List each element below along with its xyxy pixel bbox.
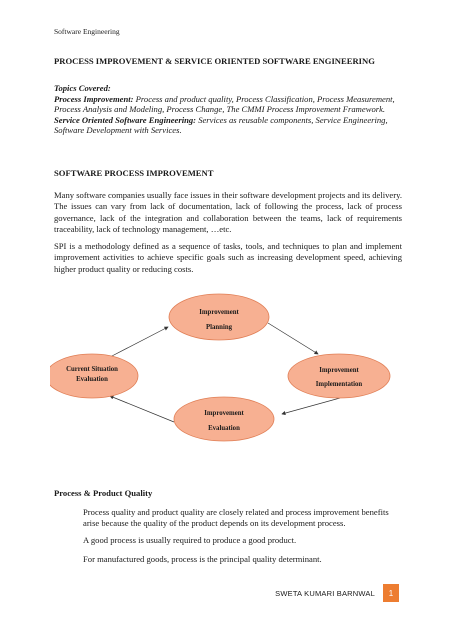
node-label: Planning <box>205 324 233 331</box>
topic-label: Process Improvement: <box>54 93 134 104</box>
node-label: Improvement <box>199 309 239 316</box>
arrow-current-to-planning <box>110 327 168 357</box>
topic-item <box>54 94 402 115</box>
node-label: Improvement <box>319 367 359 374</box>
node-improvement-evaluation <box>174 397 274 441</box>
arrow-planning-to-implementation <box>268 323 318 354</box>
arrow-evaluation-to-current <box>110 396 174 422</box>
running-header: Software Engineering <box>54 27 120 36</box>
node-improvement-planning <box>169 294 269 340</box>
topics-heading: Topics Covered: <box>54 83 111 93</box>
paragraph: Many software companies usually face issues in their software development projects and its delivery. The issues can vary from lack of documentation, lack of following the process, lack of process governance, lack of the integration and collaboration between the teams, lack of requirements traceability, lack of technology management, …etc. <box>54 190 402 235</box>
topic-text: Services as reusable components, Service Engineering, Software Development with Services. <box>54 114 388 136</box>
footer-author: SWETA KUMARI BARNWAL <box>275 589 375 598</box>
document-title: PROCESS IMPROVEMENT & SERVICE ORIENTED SOFTWARE ENGINEERING <box>54 56 375 66</box>
arrow-implementation-to-evaluation <box>282 398 340 414</box>
node-label: Evaluation <box>208 425 240 432</box>
node-label: Implementation <box>315 381 363 388</box>
node-current-situation <box>50 354 138 398</box>
paragraph: For manufactured goods, process is the principal quality determinant. <box>83 554 322 564</box>
page-number: 1 <box>383 584 399 602</box>
topics-covered <box>54 83 402 136</box>
node-label: Evaluation <box>76 376 108 383</box>
topic-label: Service Oriented Software Engineering: <box>54 114 197 125</box>
section-heading: SOFTWARE PROCESS IMPROVEMENT <box>54 168 214 178</box>
paragraph: Process quality and product quality are closely related and process improvement benefits arise because the quality of the product depends on its development process. <box>83 507 389 529</box>
node-label: Improvement <box>204 410 244 417</box>
node-label: Current Situation <box>66 366 118 373</box>
spi-cycle-diagram <box>50 292 410 442</box>
paragraph: SPI is a methodology defined as a sequence of tasks, tools, and techniques to plan and implement improvement activities to achieve specific goals such as increasing development speed, achieving higher product quality or reducing costs. <box>54 241 402 274</box>
topic-item <box>54 115 402 136</box>
topic-text: Process and product quality, Process Classification, Process Measurement, Process Analysis and Modeling, Process Change, The CMMI Process Improvement Framework. <box>54 93 395 115</box>
paragraph: A good process is usually required to produce a good product. <box>83 535 297 545</box>
subsection-heading: Process & Product Quality <box>54 488 153 498</box>
node-improvement-implementation <box>288 354 390 398</box>
